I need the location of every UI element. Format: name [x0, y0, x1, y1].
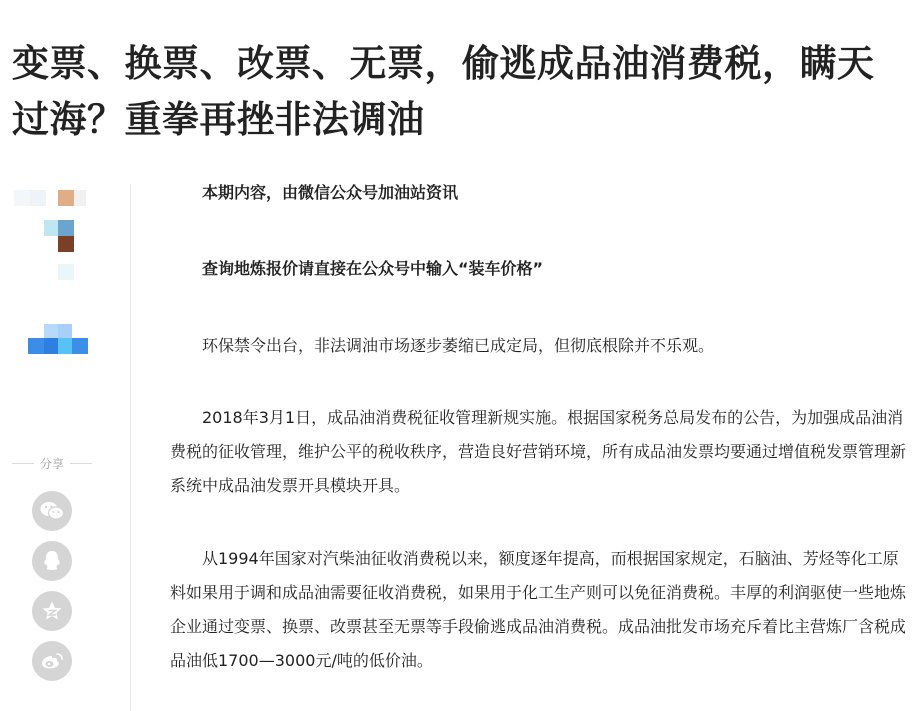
account-logo[interactable]: [28, 324, 90, 354]
paragraph-intro: 本期内容，由微信公众号加油站资讯: [202, 183, 459, 202]
article-body: [170, 176, 906, 678]
article-title: 变票、换票、改票、无票，偷逃成品油消费税，瞒天过海？重拳再挫非法调油: [12, 42, 875, 141]
paragraph: 2018年3月1日，成品油消费税征收管理新规实施。根据国家税务总局发布的公告，为加强成品油消费税的征收管理，维护公平的税收秩序，营造良好营销环境，所有成品油发票均要通过增值税发票管理新系统中成品油发票开具模块开具。: [170, 408, 907, 495]
paragraph-price-query: 查询地炼报价请直接在公众号中输入“装车价格”: [202, 259, 544, 278]
share-wechat-button[interactable]: [32, 491, 72, 531]
share-label: 分享: [12, 455, 92, 472]
share-qzone-button[interactable]: [32, 591, 72, 631]
share-weibo-button[interactable]: [32, 641, 72, 681]
qzone-star-icon: [41, 600, 63, 622]
sidebar-divider: [130, 184, 131, 711]
paragraph: 从1994年国家对汽柴油征收消费税以来，额度逐年提高，而根据国家规定，石脑油、芳烃等化工原料如果用于调和成品油需要征收消费税，如果用于化工生产则可以免征消费税。丰厚的利润驱使一些地炼企业通过变票、换票、改票甚至无票等手段偷逃成品油消费税。成品油批发市场充斥着比主营炼厂含税成品油低1700—3000元/吨的低价油。: [170, 549, 907, 670]
wechat-icon: [40, 501, 64, 521]
share-qq-button[interactable]: [32, 541, 72, 581]
qq-icon: [42, 550, 62, 572]
author-avatar[interactable]: [14, 190, 94, 280]
weibo-icon: [40, 651, 64, 671]
paragraph: 环保禁令出台，非法调油市场逐步萎缩已成定局，但彻底根除并不乐观。: [202, 336, 715, 355]
